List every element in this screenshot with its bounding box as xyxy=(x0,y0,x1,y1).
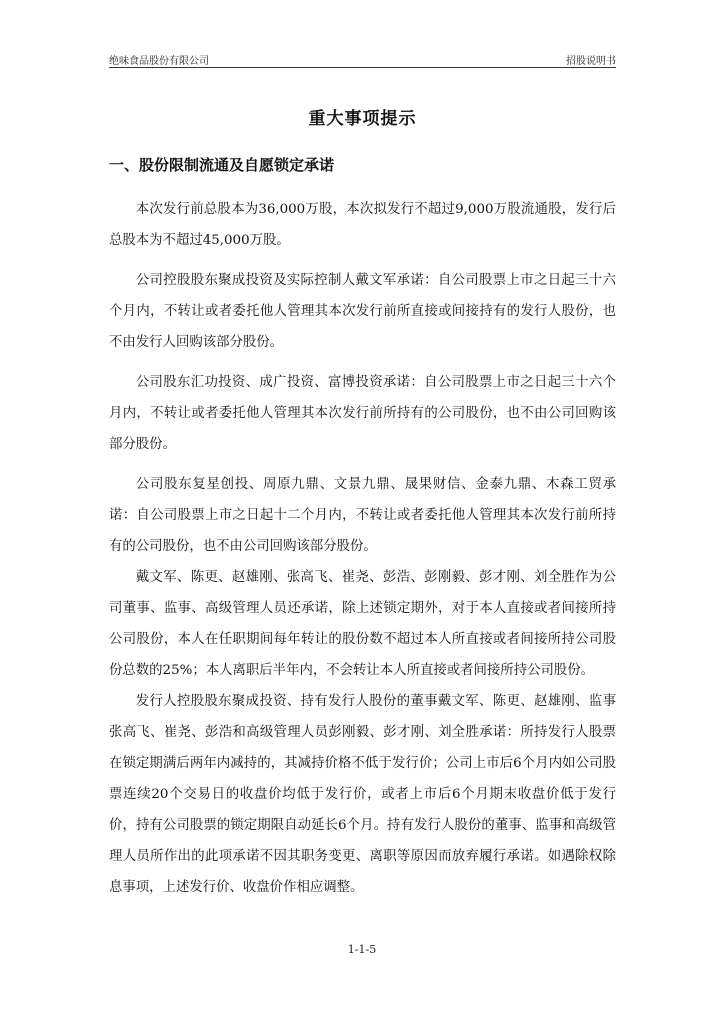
page-number: 1-1-5 xyxy=(347,943,377,956)
paragraph-shareholders-36-months: 公司股东汇功投资、成广投资、富博投资承诺：自公司股票上市之日起三十六个月内，不转让或者委托他人管理其本次发行前所持有的公司股份，也不由公司回购该部分股份。 xyxy=(109,375,616,452)
header-company-name: 绝味食品股份有限公司 xyxy=(109,56,209,67)
page-header xyxy=(109,51,616,67)
paragraph-controlling-shareholder: 公司控股股东聚成投资及实际控制人戴文军承诺：自公司股票上市之日起三十六个月内，不转让或者委托他人管理其本次发行前所直接或间接持有的发行人股份，也不由发行人回购该部分股份。 xyxy=(109,273,616,350)
paragraph-directors-commitment: 戴文军、陈更、赵雄刚、张高飞、崔尧、彭浩、彭刚毅、彭才刚、刘全胜作为公司董事、监事、高级管理人员还承诺，除上述锁定期外，对于本人直接或者间接所持公司股份，本人在任职期间每年转让的股份数不超过本人所直接或者间接所持公司股份总数的25%；本人离职后半年内，不会转让本人所直接或者间接所持公司股份。 xyxy=(109,570,616,678)
header-divider xyxy=(109,67,616,68)
paragraph-reduction-price-commitment: 发行人控股股东聚成投资、持有发行人股份的董事戴文军、陈更、赵雄刚、监事张高飞、崔尧、彭浩和高级管理人员彭刚毅、彭才刚、刘全胜承诺：所持发行人股票在锁定期满后两年内减持的，其减持价格不低于发行价；公司上市后6个月内如公司股票连续20个交易日的收盘价均低于发行价，或者上市后6个月期末收盘价低于发行价，持有公司股票的锁定期限自动延长6个月。持有发行人股份的董事、监事和高级管理人员所作出的此项承诺不因其职务变更、离职等原因而放弃履行承诺。如遇除权除息事项，上述发行价、收盘价作相应调整。 xyxy=(109,694,616,895)
section-heading: 一、股份限制流通及自愿锁定承诺 xyxy=(109,156,335,174)
page-title: 重大事项提示 xyxy=(308,109,417,129)
section-body xyxy=(109,194,616,903)
paragraph-share-capital: 本次发行前总股本为36,000万股，本次拟发行不超过9,000万股流通股，发行后总股本为不超过45,000万股。 xyxy=(109,202,616,248)
paragraph-shareholders-12-months: 公司股东复星创投、周原九鼎、文景九鼎、晟果财信、金泰九鼎、木森工贸承诺：自公司股票上市之日起十二个月内，不转让或者委托他人管理其本次发行前所持有的公司股份，也不由公司回购该部分股份。 xyxy=(109,477,616,554)
header-document-type: 招股说明书 xyxy=(566,56,616,67)
